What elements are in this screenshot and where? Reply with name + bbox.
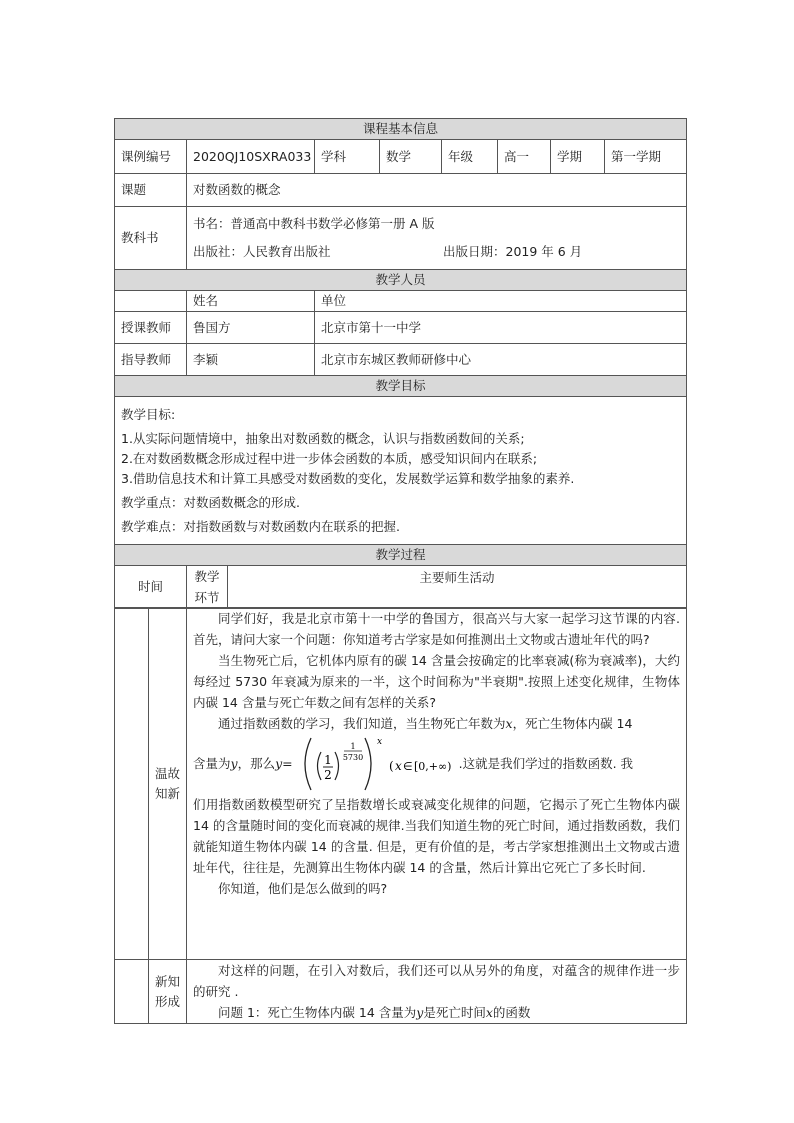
- inner-right-paren: [335, 752, 339, 780]
- col-stage-header: 教学环节: [187, 566, 228, 608]
- guide-name: 李颖: [187, 344, 315, 376]
- textbook-label: 教科书: [115, 207, 187, 270]
- inner-left-paren: [317, 752, 321, 780]
- subject-label: 学科: [315, 140, 380, 174]
- outer-exp-x: x: [376, 737, 382, 747]
- time-cell: [115, 608, 149, 960]
- section-goals: 教学目标: [115, 376, 687, 397]
- process-table: [114, 607, 687, 1024]
- outer-left-paren: [305, 738, 311, 790]
- activity-review: [187, 608, 687, 960]
- svg-text:(: (: [388, 759, 394, 773]
- paragraph: 对这样的问题，在引入对数后，我们还可以从另外的角度，对蕴含的规律作进一步的研究 .: [193, 963, 680, 999]
- publish-date: 出版日期：2019 年 6 月: [443, 244, 583, 259]
- paragraph: 通过指数函数的学习，我们知道，当生物死亡年数为x，死亡生物体内碳 14: [218, 716, 633, 731]
- goals-heading: 教学目标:: [121, 406, 176, 422]
- teacher-role: 授课教师: [115, 312, 187, 344]
- teacher-name: 鲁国方: [187, 312, 315, 344]
- exp-numerator: 1: [350, 742, 356, 751]
- var-x: x: [505, 716, 513, 731]
- goal-item: 1.从实际问题情境中，抽象出对数函数的概念，认识与指数函数间的关系;: [121, 430, 525, 446]
- case-number-label: 课例编号: [115, 140, 187, 174]
- difficulty: 教学难点：对指数函数与对数函数内在联系的把握.: [121, 518, 400, 534]
- paragraph: 同学们好，我是北京市第十一中学的鲁国方，很高兴与大家一起学习这节课的内容.首先，请问大家一个问题：你知道考古学家是如何推测出土文物或古遗址年代的吗?: [193, 611, 680, 647]
- case-number-value: 2020QJ10SXRA033: [187, 140, 315, 174]
- svg-text:∈: ∈: [402, 760, 413, 773]
- col-name-header: 姓名: [187, 291, 315, 312]
- stage-new-knowledge: 新知形成: [149, 960, 187, 1024]
- domain-x: x: [394, 759, 402, 773]
- guide-unit: 北京市东城区教师研修中心: [315, 344, 687, 376]
- grade-value: 高一: [498, 140, 551, 174]
- book-name: 书名：普通高中教科书数学必修第一册 A 版: [193, 216, 435, 231]
- formula-line: 含量为 y ，那么 y = 1 2 1 5730 x ( x ∈ [0,+∞) .这就是我们学过的指数函数. 我: [193, 734, 680, 794]
- svg-text:[0,+∞): [0,+∞): [413, 760, 452, 773]
- key-point: 教学重点：对数函数概念的形成.: [121, 494, 300, 510]
- term-value: 第一学期: [605, 140, 687, 174]
- publisher: 出版社：人民教育出版社: [193, 244, 331, 259]
- goals-content: [115, 397, 687, 545]
- grade-label: 年级: [442, 140, 498, 174]
- lesson-plan-table: [114, 118, 687, 609]
- term-label: 学期: [551, 140, 605, 174]
- paragraph: 们用指数函数模型研究了呈指数增长或衰减变化规律的问题，它揭示了死亡生物体内碳 14 的含量随时间的变化而衰减的规律.当我们知道生物的死亡时间，通过指数函数，我们就能知道生物体内碳 14 的含量. 但是，更有价值的是，考古学家想推测出土文物或古遗址年代，往往是，先测算出生物体内碳 14 的含量，然后计算出它死亡了多长时间.: [193, 797, 680, 875]
- activity-new-knowledge: [187, 960, 687, 1024]
- section-basic-info: 课程基本信息: [115, 119, 687, 140]
- col-time-header: 时间: [115, 566, 187, 609]
- outer-right-paren: [365, 738, 371, 790]
- topic-label: 课题: [115, 174, 187, 207]
- subject-value: 数学: [380, 140, 442, 174]
- exp-denominator: 5730: [342, 753, 363, 762]
- time-cell: [115, 960, 149, 1024]
- section-staff: 教学人员: [115, 270, 687, 291]
- textbook-info: [187, 207, 687, 270]
- col-unit-header: 单位: [315, 291, 687, 312]
- question-1: 问题 1：死亡生物体内碳 14 含量为y是死亡时间x的函数: [218, 1005, 531, 1020]
- teacher-unit: 北京市第十一中学: [315, 312, 687, 344]
- decay-formula: [297, 734, 452, 794]
- var-y: y: [230, 756, 238, 771]
- paragraph: 你知道，他们是怎么做到的吗?: [218, 881, 388, 896]
- stage-review: 温故知新: [149, 608, 187, 960]
- frac-numerator: 1: [323, 753, 332, 767]
- col-activity-header: 主要师生活动: [419, 570, 495, 585]
- topic-value: 对数函数的概念: [187, 174, 687, 207]
- paragraph: 当生物死亡后，它机体内原有的碳 14 含量会按确定的比率衰减(称为衰减率)，大约每经过 5730 年衰减为原来的一半，这个时间称为"半衰期".按照上述变化规律，生物体内碳 14 含量与死亡年数之间有怎样的关系?: [193, 653, 680, 710]
- goal-item: 3.借助信息技术和计算工具感受对数函数的变化，发展数学运算和数学抽象的素养.: [121, 470, 575, 486]
- section-process: 教学过程: [115, 545, 687, 566]
- goal-item: 2.在对数函数概念形成过程中进一步体会函数的本质，感受知识间内在联系;: [121, 450, 538, 466]
- staff-blank: [115, 291, 187, 312]
- frac-denominator: 2: [323, 768, 332, 782]
- guide-role: 指导教师: [115, 344, 187, 376]
